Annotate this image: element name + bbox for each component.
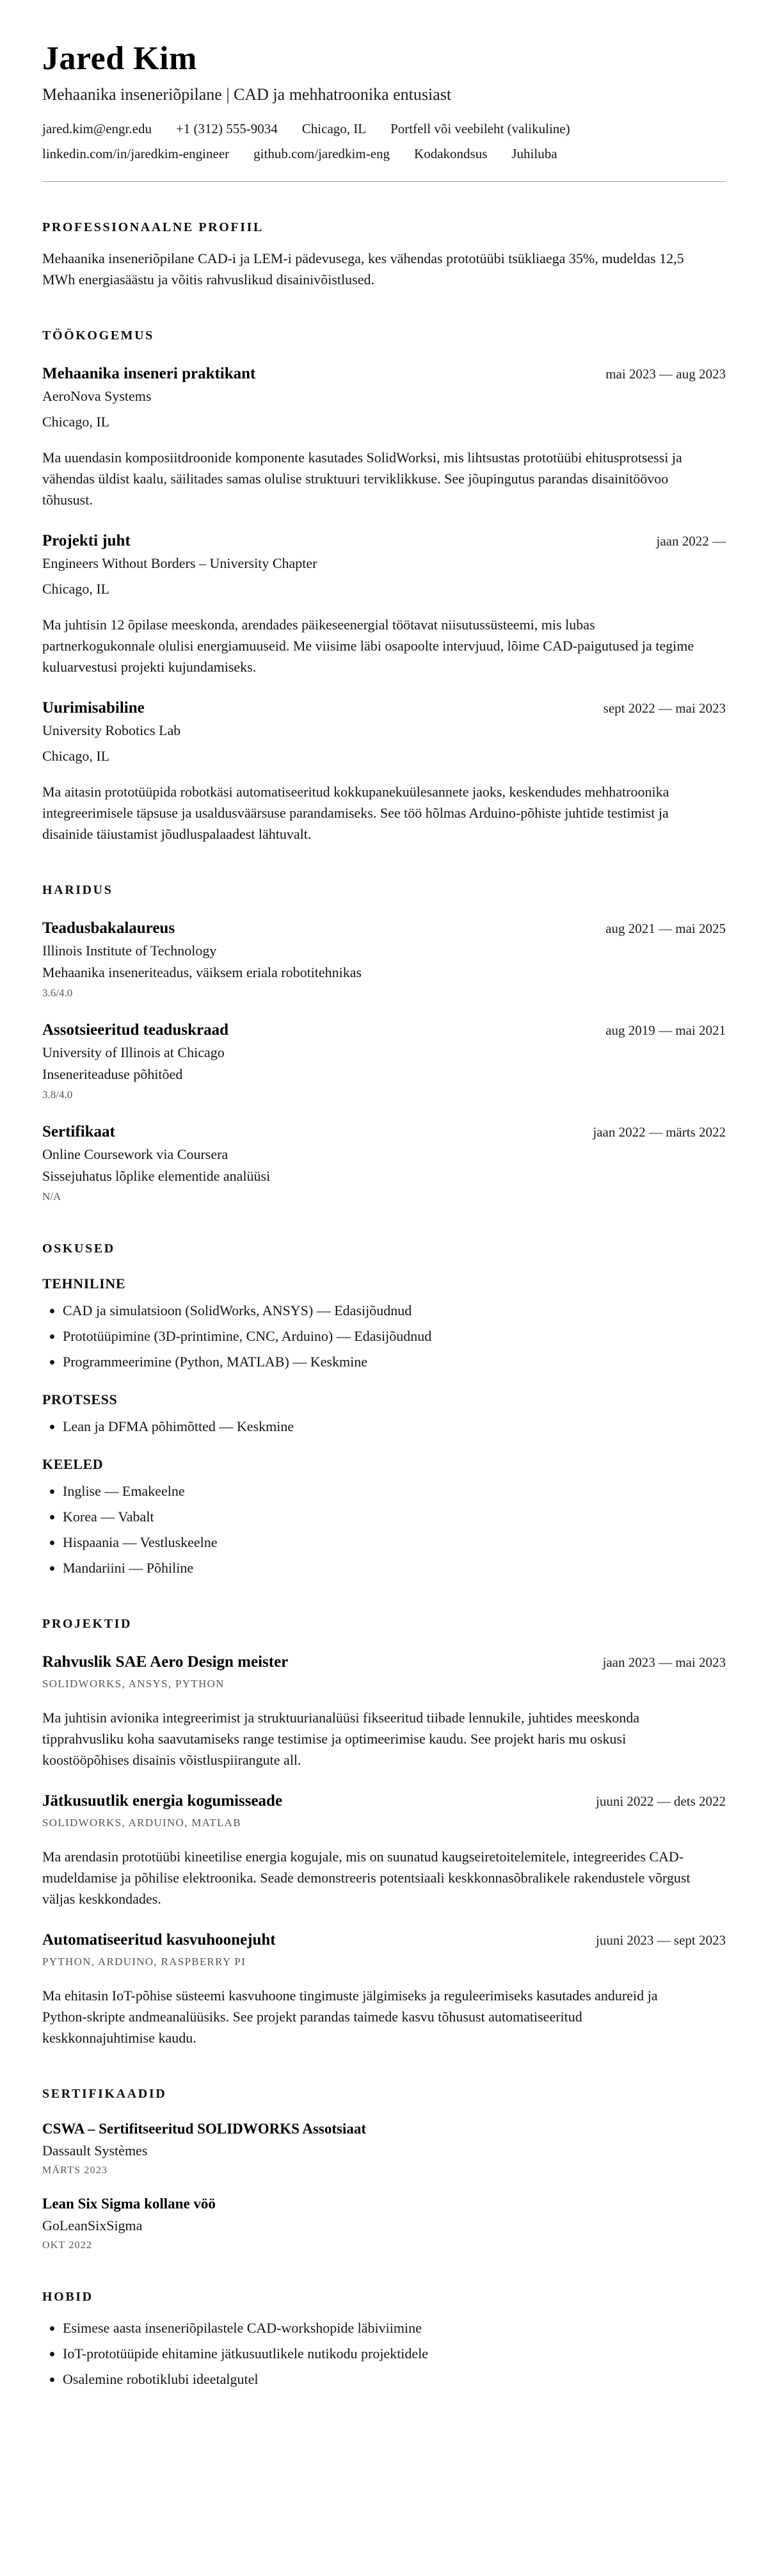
job-title: Projekti juht — [42, 532, 131, 549]
project-title: Rahvuslik SAE Aero Design meister — [42, 1653, 289, 1671]
candidate-name: Jared Kim — [42, 40, 197, 77]
school-name: Online Coursework via Coursera — [42, 1146, 228, 1162]
education-item-head — [42, 1021, 726, 1039]
skill-item: • CAD ja simulatsioon (SolidWorks, ANSYS) — Edasijõudnud — [63, 1300, 726, 1321]
certification-title: CSWA – Sertifitseeritud SOLIDWORKS Assotsiaat — [42, 2121, 367, 2137]
project-item — [42, 1931, 726, 2048]
degree-title: Sertifikaat — [42, 1123, 115, 1140]
education-item — [42, 1021, 726, 1101]
experience-item-head — [42, 699, 726, 717]
job-description: Ma aitasin prototüüpida robotkäsi automatiseeritud kokkupanekuülesannete jaoks, keskendudes mehhatroonika integreerimisele täpsuse ja usaldusväärsuse parandamiseks. See töö hõlmas Arduino-põhiste juhtide testimist ja disainide täiustamist jõudluspalaadest lähtuvalt. — [42, 784, 669, 842]
job-company: Engineers Without Borders – University Chapter — [42, 555, 317, 571]
contact-drivers-license: Juhiluba — [511, 146, 557, 161]
skill-list — [42, 1300, 726, 1372]
language-list — [42, 1480, 726, 1578]
section-heading-projects: PROJEKTID — [42, 1617, 132, 1631]
project-description: Ma arendasin prototüübi kineetilise energia kogujale, mis on suunatud kaugseiretoitelemitele, integreerides CAD-mudeldamise ja põhilise elektroonika. Seade demonstreeris potentsiaali keskkonnasõbralikele rakendustele võrgust väljas keskkondades. — [42, 1849, 691, 1907]
job-company: AeroNova Systems — [42, 388, 152, 404]
skill-list — [42, 1416, 726, 1437]
skill-group-heading: KEELED — [42, 1456, 104, 1472]
degree-title: Teadusbakalaureus — [42, 919, 175, 937]
project-item — [42, 1653, 726, 1770]
section-projects — [42, 1617, 726, 2048]
hobby-list — [42, 2317, 726, 2390]
certification-date: OKT 2022 — [42, 2240, 93, 2251]
section-profile — [42, 220, 726, 290]
experience-item — [42, 699, 726, 845]
contact-github-link[interactable]: github.com/jaredkim-eng — [253, 146, 390, 161]
certification-title: Lean Six Sigma kollane vöö — [42, 2196, 216, 2212]
section-skills — [42, 1242, 726, 1578]
contact-citizenship: Kodakondsus — [414, 146, 488, 161]
job-dates: jaan 2022 — — [656, 533, 726, 549]
school-name: University of Illinois at Chicago — [42, 1044, 225, 1060]
contact-linkedin-link[interactable]: linkedin.com/in/jaredkim-engineer — [42, 146, 230, 161]
gpa-value: 3.6/4.0 — [42, 987, 73, 999]
language-item: • Mandariini — Põhiline — [63, 1557, 726, 1578]
section-hobbies — [42, 2290, 726, 2390]
project-description: Ma juhtisin avionika integreerimist ja struktuurianalüüsi fikseeritud tiibade lennukile, juhtides meeskonda tipprahvusliku koha saavutamiseks range testimise ja optimeerimise kaudu. See projekt haris mu oskusi koostööpõhises disainis võistluspiirangute all. — [42, 1710, 639, 1768]
job-title: Mehaanika inseneri praktikant — [42, 365, 256, 382]
job-dates: mai 2023 — aug 2023 — [605, 366, 726, 382]
field-of-study: Inseneriteaduse põhitõed — [42, 1066, 183, 1082]
job-title: Uurimisabiline — [42, 699, 145, 717]
project-item-head — [42, 1931, 726, 1949]
job-location: Chicago, IL — [42, 581, 110, 597]
project-dates: juuni 2023 — sept 2023 — [596, 1932, 726, 1948]
education-item-head — [42, 919, 726, 937]
hobby-item: • Esimese aasta inseneriõpilastele CAD-workshopide läbiviimine — [63, 2317, 726, 2338]
contact-row-primary — [42, 121, 726, 137]
contact-portfolio-link[interactable]: Portfell või veebileht (valikuline) — [390, 121, 570, 136]
education-item — [42, 919, 726, 1000]
project-tech-stack: PYTHON, ARDUINO, RASPBERRY PI — [42, 1956, 246, 1968]
section-certifications — [42, 2087, 726, 2251]
gpa-value: 3.8/4.0 — [42, 1089, 73, 1101]
section-heading-experience: TÖÖKOGEMUS — [42, 328, 154, 343]
job-description: Ma juhtisin 12 õpilase meeskonda, arendades päikeseenergial töötavat niisutussüsteemi, mis lubas partnerkogukonnale olulisi energiamuuseid. Me viisime läbi osapoolte intervjuud, lõime CAD-paigutused ja tegime kuluarvestusi projekti kujundamiseks. — [42, 617, 694, 675]
school-name: Illinois Institute of Technology — [42, 943, 217, 959]
education-item — [42, 1123, 726, 1203]
language-item: • Inglise — Emakeelne — [63, 1480, 726, 1502]
header-divider — [42, 181, 726, 182]
field-of-study: Sissejuhatus lõplike elementide analüüsi — [42, 1168, 271, 1184]
job-location: Chicago, IL — [42, 748, 110, 764]
gpa-value: N/A — [42, 1190, 61, 1203]
education-dates: jaan 2022 — märts 2022 — [593, 1124, 726, 1140]
experience-item-head — [42, 532, 726, 550]
section-experience — [42, 328, 726, 845]
project-dates: jaan 2023 — mai 2023 — [602, 1655, 726, 1670]
field-of-study: Mehaanika inseneriteadus, väiksem eriala robotitehnikas — [42, 964, 362, 980]
skill-group-technical — [42, 1276, 726, 1372]
project-tech-stack: SOLIDWORKS, ARDUINO, MATLAB — [42, 1817, 241, 1829]
project-title: Automatiseeritud kasvuhoonejuht — [42, 1931, 276, 1948]
project-item — [42, 1792, 726, 1909]
skill-group-languages — [42, 1456, 726, 1578]
section-heading-certifications: SERTIFIKAADID — [42, 2087, 167, 2101]
job-dates: sept 2022 — mai 2023 — [603, 701, 726, 716]
hobby-item: • Osalemine robotiklubi ideetalgutel — [63, 2369, 726, 2390]
contact-phone[interactable]: +1 (312) 555-9034 — [175, 121, 278, 136]
skill-group-heading: TEHNILINE — [42, 1276, 126, 1292]
skill-item: • Programmeerimine (Python, MATLAB) — Keskmine — [63, 1351, 726, 1372]
section-heading-skills: OSKUSED — [42, 1242, 115, 1256]
language-item: • Hispaania — Vestluskeelne — [63, 1532, 726, 1553]
skill-item: • Lean ja DFMA põhimõtted — Keskmine — [63, 1416, 726, 1437]
certification-item — [42, 2121, 726, 2176]
section-education — [42, 883, 726, 1203]
experience-item — [42, 365, 726, 510]
project-tech-stack: SOLIDWORKS, ANSYS, PYTHON — [42, 1678, 225, 1690]
certification-issuer: GoLeanSixSigma — [42, 2217, 143, 2233]
section-heading-education: HARIDUS — [42, 883, 113, 897]
contact-row-secondary — [42, 146, 726, 162]
project-dates: juuni 2022 — dets 2022 — [596, 1794, 726, 1809]
profile-summary: Mehaanika inseneriõpilane CAD-i ja LEM-i pädevusega, kes vähendas prototüübi tsükliaega 35%, mudeldas 12,5 MWh energiasäästu ja võitis rahvuslikud disainivõistlused. — [42, 250, 684, 288]
language-item: • Korea — Vabalt — [63, 1506, 726, 1527]
contact-email[interactable]: jared.kim@engr.edu — [42, 121, 152, 136]
hobby-item: • IoT-prototüüpide ehitamine jätkusuutlikele nutikodu projektidele — [63, 2343, 726, 2364]
project-item-head — [42, 1653, 726, 1671]
education-dates: aug 2019 — mai 2021 — [605, 1023, 726, 1038]
experience-item-head — [42, 365, 726, 383]
skill-group-heading: PROTSESS — [42, 1391, 118, 1407]
experience-item — [42, 532, 726, 677]
certification-item — [42, 2196, 726, 2251]
candidate-tagline: Mehaanika inseneriõpilane | CAD ja mehhatroonika entusiast — [42, 85, 452, 104]
certification-date: MÄRTS 2023 — [42, 2165, 108, 2176]
job-location: Chicago, IL — [42, 414, 110, 430]
education-dates: aug 2021 — mai 2025 — [605, 921, 726, 936]
section-heading-profile: PROFESSIONAALNE PROFIIL — [42, 220, 264, 234]
project-description: Ma ehitasin IoT-põhise süsteemi kasvuhoone tingimuste jälgimiseks ja reguleerimiseks kasutades andureid ja Python-skripte andmeanalüüsiks. See projekt parandas taimede kasvu tõhusust automatiseeritud keskkonnajuhtimise kaudu. — [42, 1988, 658, 2046]
skill-item: • Prototüüpimine (3D-printimine, CNC, Arduino) — Edasijõudnud — [63, 1325, 726, 1347]
project-item-head — [42, 1792, 726, 1810]
contact-location: Chicago, IL — [301, 121, 367, 136]
degree-title: Assotsieeritud teaduskraad — [42, 1021, 228, 1039]
education-item-head — [42, 1123, 726, 1141]
job-description: Ma uuendasin komposiitdroonide komponente kasutades SolidWorksi, mis lihtsustas prototüübi ehitusprotsessi ja vähendas üldist kaalu, säilitades samas olulise struktuuri terviklikkuse. See jõupingutus parandas disainitöövoo tõhusust. — [42, 450, 682, 508]
project-title: Jätkusuutlik energia kogumisseade — [42, 1792, 283, 1810]
skill-group-process — [42, 1391, 726, 1437]
section-heading-hobbies: HOBID — [42, 2290, 93, 2304]
certification-issuer: Dassault Systèmes — [42, 2143, 148, 2159]
job-company: University Robotics Lab — [42, 722, 181, 738]
resume-header — [42, 40, 726, 162]
